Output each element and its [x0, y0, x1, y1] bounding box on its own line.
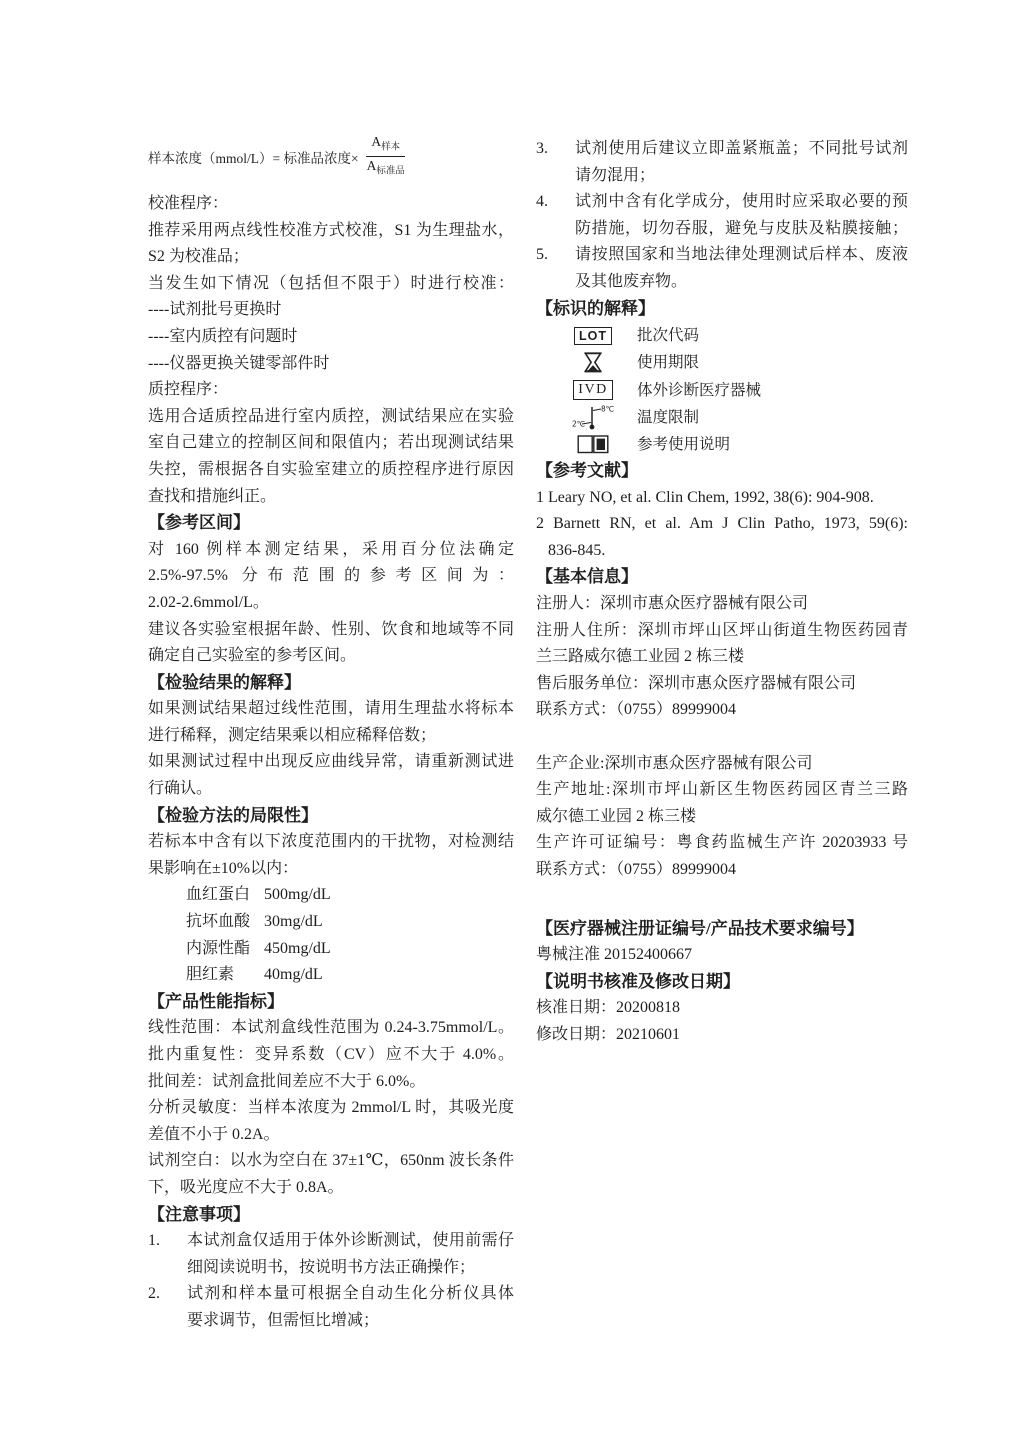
interferent-row [186, 936, 514, 963]
symbol-label: 使用期限 [637, 354, 700, 372]
text-line: 要求调节，但需恒比增减； [187, 1311, 380, 1329]
spacer [536, 724, 908, 751]
text-line: 确定自己实验室的参考区间。 [148, 647, 357, 665]
text-line: 失控，需根据各自实验室建立的质控程序进行原因 [148, 460, 514, 478]
approval-date: 核准日期：20200818 [536, 999, 681, 1017]
section-precautions [148, 1202, 514, 1335]
svg-text:8℃: 8℃ [601, 404, 614, 414]
text-line: 下，吸光度应不大于 0.8A。 [148, 1178, 344, 1196]
text-line: 线性范围：本试剂盒线性范围为 0.24-3.75mmol/L。 [148, 1019, 514, 1037]
interferent-value: 30mg/dL [264, 913, 323, 931]
right-column [536, 136, 908, 1049]
text-line: ----室内质控有问题时 [148, 327, 298, 345]
interferent-row [186, 882, 514, 909]
section-performance [148, 989, 514, 1202]
text-line: 当发生如下情况（包括但不限于）时进行校准： [148, 274, 514, 292]
list-item [536, 242, 908, 295]
text-line: 批内重复性：变异系数（CV）应不大于 4.0%。 [148, 1046, 514, 1063]
list-item [148, 1228, 514, 1281]
text-line: 兰三路威尔德工业园 2 栋三楼 [536, 648, 745, 666]
text-line: 推荐采用两点线性校准方式校准，S1 为生理盐水， [148, 221, 514, 239]
symbol-label: 参考使用说明 [637, 435, 731, 453]
text-line: 建议各实验室根据年龄、性别、饮食和地域等不同 [148, 620, 514, 638]
text-line: 防措施，切勿吞服，避免与皮肤及粘膜接触； [575, 219, 908, 237]
interferent-name: 抗坏血酸 [186, 913, 251, 931]
text-line: 如果测试结果超过线性范围，请用生理盐水将标本 [148, 700, 514, 718]
text-line: 室自己建立的控制区间和限值内；若出现测试结果 [148, 434, 514, 452]
text-line: 查找和措施纠正。 [148, 487, 277, 505]
section-heading: 【医疗器械注册证编号/产品技术要求编号】 [536, 918, 864, 938]
list-item [536, 189, 908, 242]
hourglass-icon [564, 351, 622, 374]
text-line: 联系方式：（0755）89999004 [536, 861, 737, 878]
text-line: 细阅读说明书，按说明书方法正确操作； [187, 1258, 476, 1276]
svg-text:2℃: 2℃ [572, 419, 586, 429]
text-line: 试剂空白：以水为空白在 37±1℃，650nm 波长条件 [148, 1152, 514, 1170]
list-item-number: 1. [148, 1232, 160, 1250]
symbol-row [536, 404, 908, 431]
symbol-row [536, 377, 908, 404]
reference-entry: 2 Barnett RN, et al. Am J Clin Patho, 1973, 59(6): [536, 515, 908, 533]
list-item [148, 1281, 514, 1334]
section-calibration [148, 191, 514, 377]
modification-date: 修改日期：20210601 [536, 1025, 681, 1043]
text-line: 联系方式：（0755）89999004 [536, 701, 737, 719]
interferent-name: 内源性酯 [186, 939, 251, 957]
section-method-limitations [148, 803, 514, 989]
symbol-row [536, 431, 908, 458]
text-line: 请勿混用； [575, 166, 656, 184]
text-line: ----仪器更换关键零部件时 [148, 354, 330, 372]
interferent-row [186, 962, 514, 989]
text-line: 生产地址:深圳市坪山新区生物医药园区青兰三路 [536, 781, 908, 799]
text-line: 对 160 例样本测定结果，采用百分位法确定 [148, 540, 514, 558]
text-line: 2.5%-97.5% 分布范围的参考区间为： [148, 567, 514, 585]
section-heading: 【参考文献】 [536, 461, 638, 481]
text-line: 果影响在±10%以内： [148, 859, 299, 877]
temperature-limit-icon [564, 403, 622, 431]
text-line: 请按照国家和当地法律处理测试后样本、废液 [575, 246, 908, 264]
section-symbols [536, 296, 908, 459]
text-line: 批间差：试剂盒批间差应不大于 6.0%。 [148, 1072, 426, 1090]
section-heading: 【检验结果的解释】 [148, 672, 301, 692]
section-heading: 【检验方法的局限性】 [148, 805, 318, 825]
section-heading: 【基本信息】 [536, 567, 638, 587]
section-quality-control [148, 377, 514, 510]
list-item-number: 3. [536, 140, 548, 157]
text-line: 进行稀释，测定结果乘以相应稀释倍数； [148, 726, 437, 744]
text-line: 售后服务单位：深圳市惠众医疗器械有限公司 [536, 674, 857, 692]
section-result-interpretation [148, 670, 514, 803]
concentration-formula [148, 122, 514, 191]
registration-number: 粤械注准 20152400667 [536, 946, 693, 964]
interferent-value: 40mg/dL [264, 966, 323, 984]
text-line: 选用合适质控品进行室内质控，测试结果应在实验 [148, 407, 514, 425]
text-line: 威尔德工业园 2 栋三楼 [536, 807, 697, 825]
svg-text:i: i [599, 440, 602, 451]
lot-icon: LOT [564, 327, 622, 345]
symbol-label: 批次代码 [637, 327, 700, 345]
symbol-row [536, 322, 908, 349]
qc-title: 质控程序： [148, 381, 229, 399]
symbol-label: 体外诊断医疗器械 [637, 381, 762, 399]
ivd-icon: IVD [564, 380, 622, 400]
text-line: 分析灵敏度：当样本浓度为 2mmol/L 时，其吸光度 [148, 1099, 514, 1117]
interferent-name: 血红蛋白 [186, 886, 251, 904]
text-line: 试剂使用后建议立即盖紧瓶盖；不同批号试剂 [575, 140, 908, 157]
text-line: 生产许可证编号：粤食药监械生产许 20203933 号 [536, 834, 908, 852]
section-basic-info [536, 564, 908, 883]
section-reference-interval [148, 510, 514, 670]
section-heading: 【说明书核准及修改日期】 [536, 971, 740, 991]
text-line: 及其他废弃物。 [575, 272, 688, 290]
interferent-name: 胆红素 [186, 966, 235, 984]
text-line: ----试剂批号更换时 [148, 301, 282, 319]
formula-numerator: $A_{样本}$ [366, 134, 405, 157]
section-heading: 【参考区间】 [148, 513, 250, 533]
text-line: 若标本中含有以下浓度范围内的干扰物，对检测结 [148, 833, 514, 851]
text-line: 注册人住所：深圳市坪山区坪山街道生物医药园青 [536, 621, 908, 639]
section-references [536, 458, 908, 564]
text-line: S2 为校准品； [148, 248, 249, 266]
left-column [148, 122, 514, 1335]
interferent-value: 450mg/dL [264, 939, 331, 957]
section-registration-number [536, 916, 908, 969]
section-heading: 【产品性能指标】 [148, 991, 284, 1011]
formula-denominator: $A_{标准品}$ [366, 158, 405, 177]
section-heading: 【注意事项】 [148, 1204, 250, 1224]
text-line: 注册人：深圳市惠众医疗器械有限公司 [536, 595, 809, 613]
symbol-label: 温度限制 [637, 408, 700, 426]
symbol-row [536, 349, 908, 376]
reference-entry: 836-845. [548, 541, 606, 559]
consult-instructions-icon [564, 434, 622, 455]
formula-lhs: 样本浓度（mmol/L）= 标准品浓度× [148, 150, 359, 166]
text-line: 生产企业:深圳市惠众医疗器械有限公司 [536, 754, 813, 772]
reference-entry: 1 Leary NO, et al. Clin Chem, 1992, 38(6): 904-908. [536, 488, 874, 506]
list-item-number: 5. [536, 246, 548, 264]
calibration-title: 校准程序： [148, 195, 229, 212]
text-line: 试剂和样本量可根据全自动生化分析仪具体 [187, 1285, 514, 1303]
text-line: 差值不小于 0.2A。 [148, 1125, 280, 1143]
section-heading: 【标识的解释】 [536, 298, 655, 318]
text-line: 行确认。 [148, 780, 213, 798]
spacer [536, 884, 908, 916]
section-revision-dates [536, 969, 908, 1049]
text-line: 试剂中含有化学成分，使用时应采取必要的预 [575, 193, 908, 211]
formula-fraction [362, 134, 410, 178]
section-precautions-continued [536, 136, 908, 296]
text-line: 如果测试过程中出现反应曲线异常，请重新测试进 [148, 753, 514, 771]
interferent-value: 500mg/dL [264, 886, 331, 904]
text-line: 2.02-2.6mmol/L。 [148, 593, 269, 611]
text-line: 本试剂盒仅适用于体外诊断测试，使用前需仔 [187, 1232, 514, 1250]
list-item-number: 2. [148, 1285, 160, 1303]
list-item-number: 4. [536, 193, 548, 211]
list-item [536, 136, 908, 189]
interferent-row [186, 909, 514, 936]
